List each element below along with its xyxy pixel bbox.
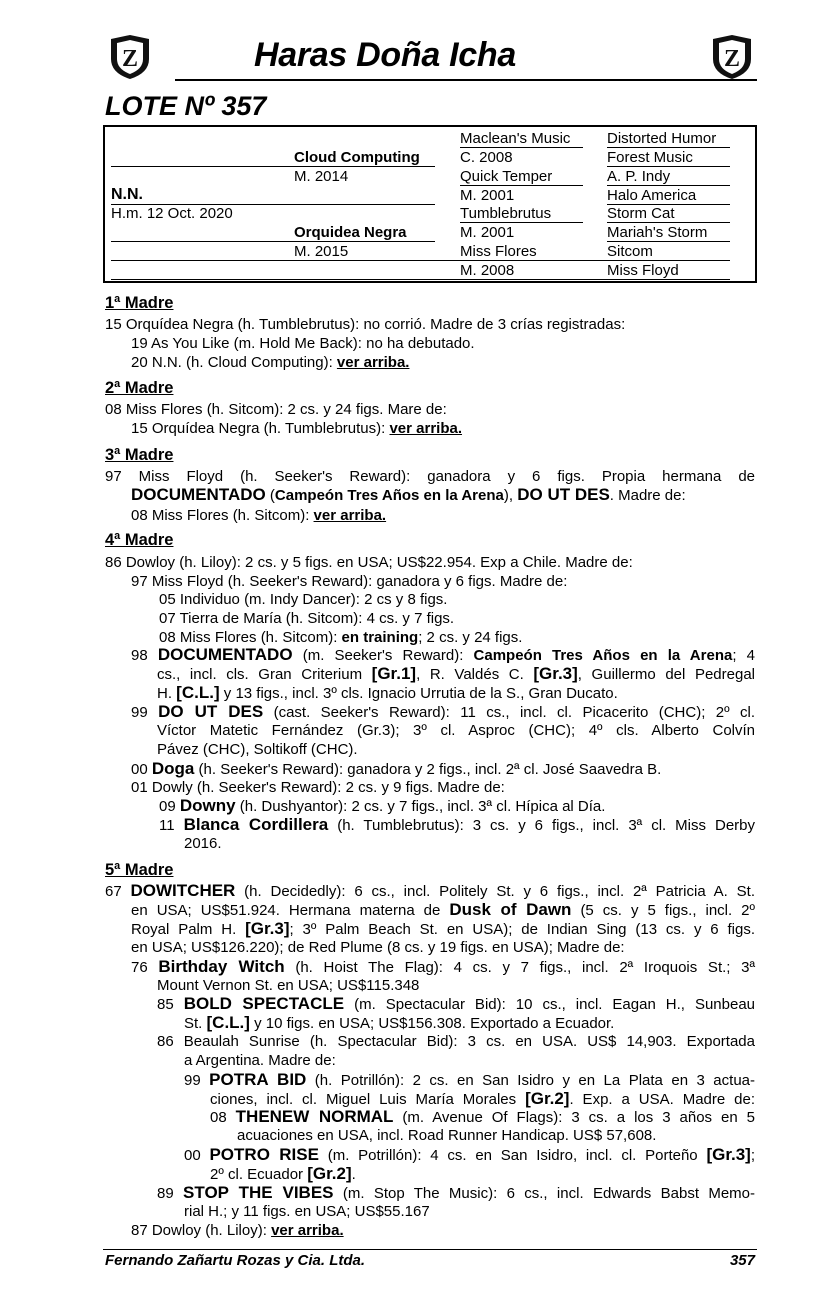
- text-line: 98 DOCUMENTADO (m. Seeker's Reward): Campeón Tres Años en la Arena; 4: [131, 645, 755, 664]
- text-line: 89 STOP THE VIBES (m. Stop The Music): 6 cs., incl. Edwards Babst Memo-: [157, 1183, 755, 1202]
- text-line: cs., incl. cls. Gran Criterium [Gr.1], R. Valdés C. [Gr.3], Guillermo del Pedregal: [157, 664, 755, 683]
- pedigree-line: [111, 260, 730, 261]
- text-line: a Argentina. Madre de:: [184, 1052, 336, 1069]
- text-line: 00 Doga (h. Seeker's Reward): ganadora y 2 figs., incl. 2ª cl. José Saavedra B.: [131, 759, 662, 778]
- text-line: 19 As You Like (m. Hold Me Back): no ha debutado.: [131, 335, 475, 352]
- text-line: rial H.; y 11 figs. en USA; US$55.167: [184, 1203, 430, 1220]
- text-line: 11 Blanca Cordillera (h. Tumblebrutus): 3 cs. y 6 figs., incl. 3ª cl. Miss Derby: [159, 815, 756, 834]
- pedigree-line: [111, 204, 435, 205]
- page-title: Haras Doña Icha: [254, 36, 516, 74]
- ver-arriba-link[interactable]: ver arriba.: [389, 420, 463, 437]
- text-line: 97 Miss Floyd (h. Seeker's Reward): ganadora y 6 figs. Madre de:: [131, 573, 568, 590]
- pedigree-sire: Cloud Computing: [294, 149, 420, 166]
- footer-page-number: 357: [729, 1252, 755, 1269]
- text-line: 85 BOLD SPECTACLE (m. Spectacular Bid): 10 cs., incl. Eagan H., Sunbeau: [157, 994, 756, 1013]
- section-2-madre: 2ª Madre: [105, 379, 174, 397]
- pedigree-line: [111, 241, 435, 242]
- footer-rule: [103, 1249, 757, 1250]
- pedigree-col5-2: A. P. Indy: [607, 168, 671, 185]
- text-line: 86 Beaulah Sunrise (h. Spectacular Bid): 3 cs. en USA. US$ 14,903. Exportada: [157, 1033, 755, 1050]
- text-line: St. [C.L.] y 10 figs. en USA; US$156.308. Exportado a Ecuador.: [184, 1013, 615, 1032]
- text-line: 08 THENEW NORMAL (m. Avenue Of Flags): 3 cs. a los 3 años en 5: [210, 1107, 756, 1126]
- pedigree-col5-5: Mariah's Storm: [607, 224, 708, 241]
- pedigree-line: [607, 204, 730, 205]
- text-line: Mount Vernon St. en USA; US$115.348: [157, 977, 420, 994]
- pedigree-dam: Orquidea Negra: [294, 224, 407, 241]
- text-line: en USA; US$126.220); de Red Plume (8 cs. y 19 figs. en USA); Madre de:: [131, 939, 625, 956]
- footer-company: Fernando Zañartu Rozas y Cia. Ltda.: [105, 1252, 366, 1269]
- pedigree-col5-0: Distorted Humor: [607, 130, 717, 147]
- pedigree-col5-4: Storm Cat: [607, 205, 675, 222]
- section-4-madre: 4ª Madre: [105, 531, 174, 549]
- text-line: Royal Palm H. [Gr.3]; 3º Palm Beach St. en USA); de Indian Sing (13 cs. y 6 figs.: [131, 919, 756, 938]
- text-line: 15 Orquídea Negra (h. Tumblebrutus): ver arriba.: [131, 420, 463, 437]
- pedigree-col4-3: M. 2001: [460, 187, 515, 204]
- pedigree-line: [607, 147, 730, 148]
- pedigree-col5-6: Sitcom: [607, 243, 653, 260]
- pedigree-line: [460, 147, 583, 148]
- pedigree-line: [607, 185, 730, 186]
- ver-arriba-link[interactable]: ver arriba.: [313, 507, 387, 524]
- text-line: 08 Miss Flores (h. Sitcom): 2 cs. y 24 figs. Mare de:: [105, 401, 447, 418]
- text-line: 01 Dowly (h. Seeker's Reward): 2 cs. y 9 figs. Madre de:: [131, 779, 505, 796]
- text-line: Víctor Matetic Fernández (Gr.3); 3º cl. Asproc (CHC); 4º cls. Alberto Colvín: [157, 722, 755, 739]
- text-line: ciones, incl. cl. Miguel Luis María Morales [Gr.2]. Exp. a USA. Madre de:: [210, 1089, 755, 1108]
- pedigree-subject: N.N.: [111, 186, 143, 203]
- text-line: H. [C.L.] y 13 figs., incl. 3º cls. Ignacio Urrutia de la S., Gran Ducato.: [157, 683, 618, 702]
- text-line: 2016.: [184, 835, 222, 852]
- text-line: 99 DO UT DES (cast. Seeker's Reward): 11 cs., incl. cl. Picacerito (CHC); 2º cl.: [131, 702, 756, 721]
- text-line: 86 Dowloy (h. Liloy): 2 cs. y 5 figs. en USA; US$22.954. Exp a Chile. Madre de:: [105, 554, 633, 571]
- section-1-madre: 1ª Madre: [105, 294, 174, 312]
- section-3-madre: 3ª Madre: [105, 446, 174, 464]
- pedigree-dam-year: M. 2015: [294, 243, 349, 260]
- text-line: 08 Miss Flores (h. Sitcom): en training; 2 cs. y 24 figs.: [159, 629, 523, 646]
- pedigree-line: [607, 241, 730, 242]
- text-line: 97 Miss Floyd (h. Seeker's Reward): ganadora y 6 figs. Propia hermana de: [105, 468, 755, 485]
- text-line: 76 Birthday Witch (h. Hoist The Flag): 4 cs. y 7 figs., incl. 2ª Iroquois St.; 3ª: [131, 957, 756, 976]
- text-line: 07 Tierra de María (h. Sitcom): 4 cs. y 7 figs.: [159, 610, 455, 627]
- pedigree-col4-5: M. 2001: [460, 224, 515, 241]
- haras-logo-right-icon: [709, 33, 755, 81]
- pedigree-col5-1: Forest Music: [607, 149, 693, 166]
- text-line: 99 POTRA BID (h. Potrillón): 2 cs. en San Isidro y en La Plata en 3 actua-: [184, 1070, 755, 1089]
- text-line: 67 DOWITCHER (h. Decidedly): 6 cs., incl. Politely St. y 6 figs., incl. 2ª Patricia A. St.: [105, 881, 755, 900]
- text-line: acuaciones en USA, incl. Road Runner Handicap. US$ 57,608.: [237, 1127, 657, 1144]
- section-5-madre: 5ª Madre: [105, 861, 174, 879]
- text-line: Pávez (CHC), Soltikoff (CHC).: [157, 741, 358, 758]
- pedigree-col4-2: Quick Temper: [460, 168, 553, 185]
- pedigree-col4-1: C. 2008: [460, 149, 513, 166]
- text-line: 20 N.N. (h. Cloud Computing): ver arriba.: [131, 354, 410, 371]
- logo-letter: Z: [723, 46, 741, 72]
- pedigree-line: [460, 185, 583, 186]
- logo-letter: Z: [121, 46, 139, 72]
- pedigree-col4-7: M. 2008: [460, 262, 515, 279]
- pedigree-line: [460, 222, 583, 223]
- pedigree-col5-7: Miss Floyd: [607, 262, 679, 279]
- text-line: 05 Individuo (m. Indy Dancer): 2 cs y 8 figs.: [159, 591, 448, 608]
- pedigree-col5-3: Halo America: [607, 187, 697, 204]
- ver-arriba-link[interactable]: ver arriba.: [336, 354, 410, 371]
- pedigree-line: [111, 279, 730, 280]
- text-line: DOCUMENTADO (Campeón Tres Años en la Arena), DO UT DES. Madre de:: [131, 485, 686, 504]
- text-line: 2º cl. Ecuador [Gr.2].: [210, 1164, 356, 1183]
- title-underline: [175, 79, 757, 81]
- haras-logo-left-icon: [107, 33, 153, 81]
- ver-arriba-link[interactable]: ver arriba.: [271, 1222, 344, 1239]
- pedigree-sire-year: M. 2014: [294, 168, 349, 185]
- text-line: 15 Orquídea Negra (h. Tumblebrutus): no corrió. Madre de 3 crías registradas:: [105, 316, 626, 333]
- text-line: en USA; US$51.924. Hermana materna de Dusk of Dawn (5 cs. y 5 figs., incl. 2º: [131, 900, 755, 919]
- text-line: 09 Downy (h. Dushyantor): 2 cs. y 7 figs., incl. 3ª cl. Hípica al Día.: [159, 796, 606, 815]
- text-line: 08 Miss Flores (h. Sitcom): ver arriba.: [131, 507, 387, 524]
- pedigree-line: [607, 222, 730, 223]
- pedigree-col4-6: Miss Flores: [460, 243, 537, 260]
- pedigree-col4-4: Tumblebrutus: [460, 205, 552, 222]
- text-line: 87 Dowloy (h. Liloy): ver arriba.: [131, 1222, 344, 1239]
- pedigree-col4-0: Maclean's Music: [460, 130, 571, 147]
- pedigree-subject-info: H.m. 12 Oct. 2020: [111, 205, 233, 222]
- pedigree-line: [111, 166, 435, 167]
- pedigree-line: [607, 166, 730, 167]
- text-line: 00 POTRO RISE (m. Potrillón): 4 cs. en San Isidro, incl. cl. Porteño [Gr.3];: [184, 1145, 756, 1164]
- lote-number: LOTE Nº 357: [105, 91, 267, 121]
